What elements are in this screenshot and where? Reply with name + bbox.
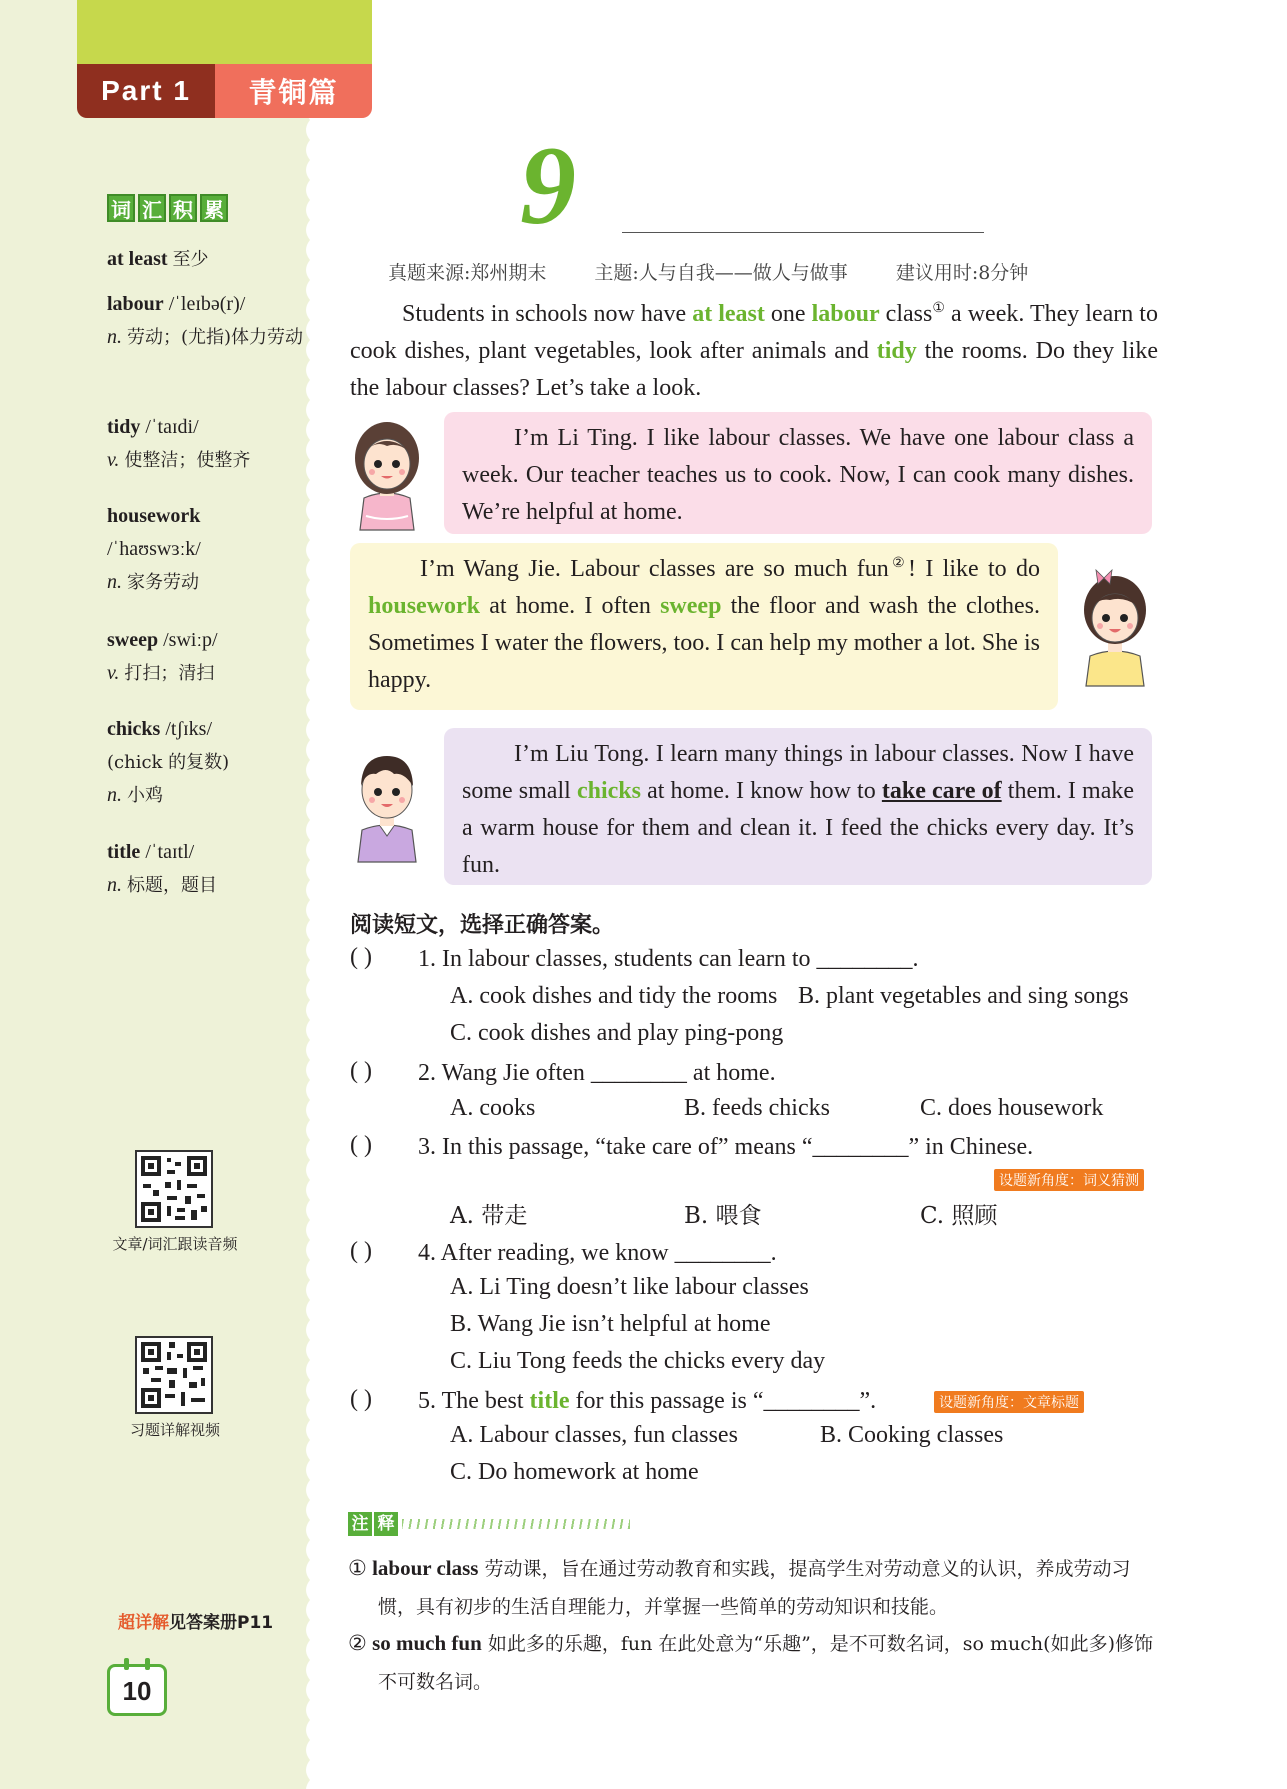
qr-audio-caption: 文章/词汇跟读音频 bbox=[112, 1235, 238, 1253]
question-4: 4. After reading, we know ________. bbox=[418, 1240, 777, 1266]
qr-code-icon bbox=[137, 1152, 211, 1226]
note-2 bbox=[348, 1625, 1158, 1701]
note-2-number: ② bbox=[348, 1631, 367, 1655]
answer-blank-5[interactable]: ( ) bbox=[350, 1386, 372, 1412]
vocab-pos: n. bbox=[107, 784, 122, 806]
answer-ref-page: P11 bbox=[237, 1613, 274, 1633]
vocab-meaning: 使整洁；使整齐 bbox=[124, 450, 251, 471]
question-1: 1. In labour classes, students can learn to ________. bbox=[418, 946, 919, 972]
vocab-heading-char: 累 bbox=[200, 194, 228, 222]
vocab-meaning: 打扫；清扫 bbox=[124, 663, 215, 684]
qr-code-icon bbox=[137, 1338, 211, 1412]
answer-ref-text: 见答案册 bbox=[169, 1613, 237, 1633]
li-ting-speech-bubble bbox=[444, 412, 1152, 534]
wang-jie-girl-illustration bbox=[1074, 566, 1156, 690]
note-1 bbox=[348, 1550, 1158, 1626]
notes-heading-char: 释 bbox=[374, 1512, 398, 1536]
q5-angle-tag: 设题新角度：文章标题 bbox=[934, 1391, 1084, 1413]
keyword-chicks: chicks bbox=[576, 778, 641, 804]
unit-time: 建议用时:8分钟 bbox=[895, 262, 1029, 284]
keyword-housework: housework bbox=[368, 593, 481, 619]
li-ting-text: I’m Li Ting. I like labour classes. We have one labour class a week. Our teacher teaches us to cook. Now, I can cook many dishes. We’re helpful at home. bbox=[462, 425, 1134, 525]
vocab-note: (chick 的复数) bbox=[107, 752, 230, 773]
part-label: Part 1 bbox=[77, 64, 215, 118]
vocab-word: sweep bbox=[107, 629, 159, 651]
note-2-term: so much fun bbox=[372, 1631, 482, 1655]
qr-video-caption: 习题详解视频 bbox=[129, 1421, 220, 1439]
unit-meta bbox=[388, 258, 1076, 285]
q3-option-a: A. 带走 bbox=[450, 1203, 528, 1229]
vocab-heading bbox=[107, 194, 228, 222]
q3-angle-tag: 设题新角度：词义猜测 bbox=[994, 1169, 1144, 1191]
questions-heading: 阅读短文，选择正确答案。 bbox=[350, 913, 615, 938]
vocab-word: at least bbox=[107, 248, 168, 270]
keyword-title: title bbox=[529, 1388, 570, 1414]
vocab-entry-title bbox=[107, 836, 307, 902]
note-1-text: 劳动课，旨在通过劳动教育和实践，提高学生对劳动意义的认识，养成劳动习惯，具有初步的生活自理能力，并掌握一些简单的劳动知识和技能。 bbox=[378, 1558, 1131, 1618]
vocab-entry-sweep bbox=[107, 624, 307, 690]
title-blank-line bbox=[622, 232, 984, 233]
answer-ref-highlight: 超详解 bbox=[118, 1613, 169, 1633]
vocab-pos: n. bbox=[107, 571, 122, 593]
question-5: 5. The best title for this passage is “________”. bbox=[418, 1388, 877, 1414]
liu-tong-text: I’m Liu Tong. I learn many things in labour classes. Now I have some small chicks at home. I know how to take care of them. I make a warm house for them and clean it. I feed the chicks every day. It’s fun. bbox=[462, 741, 1135, 878]
part-tab bbox=[77, 64, 372, 118]
li-ting-girl-illustration bbox=[346, 412, 428, 534]
liu-tong-speech-bubble bbox=[444, 728, 1152, 885]
answer-blank-2[interactable]: ( ) bbox=[350, 1058, 372, 1084]
vocab-phonetic: /ˈhaʊswɜːk/ bbox=[107, 538, 201, 560]
q5-option-c: C. Do homework at home bbox=[450, 1459, 699, 1485]
vocab-heading-char: 词 bbox=[107, 194, 135, 222]
q4-option-a: A. Li Ting doesn’t like labour classes bbox=[450, 1274, 809, 1300]
q2-option-c: C. does housework bbox=[920, 1095, 1104, 1121]
note-1-term: labour class bbox=[372, 1556, 479, 1580]
keyword-labour: labour bbox=[811, 301, 880, 327]
wang-jie-speech-bubble bbox=[350, 543, 1058, 710]
q3-option-b: B. 喂食 bbox=[684, 1203, 762, 1229]
vocab-phonetic: /ˈleɪbə(r)/ bbox=[168, 293, 246, 315]
notes-divider bbox=[402, 1519, 630, 1529]
q1-option-a: A. cook dishes and tidy the rooms bbox=[450, 983, 778, 1009]
vocab-meaning: 劳动；(尤指)体力劳动 bbox=[127, 327, 304, 348]
vocab-entry-at-least bbox=[107, 243, 307, 276]
unit-theme: 主题:人与自我——做人与做事 bbox=[594, 262, 848, 284]
q2-option-b: B. feeds chicks bbox=[684, 1095, 830, 1121]
keyword-at-least: at least bbox=[692, 301, 765, 327]
page-number: 10 bbox=[107, 1664, 167, 1716]
answer-blank-3[interactable]: ( ) bbox=[350, 1132, 372, 1158]
keyword-sweep: sweep bbox=[660, 593, 722, 619]
question-3: 3. In this passage, “take care of” means “________” in Chinese. bbox=[418, 1134, 1034, 1160]
liu-tong-boy-illustration bbox=[346, 742, 428, 866]
q3-option-c: C. 照顾 bbox=[920, 1203, 998, 1229]
q4-option-c: C. Liu Tong feeds the chicks every day bbox=[450, 1348, 826, 1374]
vocab-phonetic: /ˈtaɪtl/ bbox=[145, 841, 195, 863]
question-2: 2. Wang Jie often ________ at home. bbox=[418, 1060, 776, 1086]
notes-heading bbox=[348, 1512, 630, 1536]
answer-blank-1[interactable]: ( ) bbox=[350, 944, 372, 970]
vocab-heading-char: 积 bbox=[169, 194, 197, 222]
q4-option-b: B. Wang Jie isn’t helpful at home bbox=[450, 1311, 771, 1337]
vocab-entry-labour bbox=[107, 288, 307, 354]
q1-option-c: C. cook dishes and play ping-pong bbox=[450, 1020, 784, 1046]
keyword-take-care-of: take care of bbox=[881, 778, 1002, 804]
q5-option-a: A. Labour classes, fun classes bbox=[450, 1422, 738, 1448]
vocab-word: housework bbox=[107, 505, 201, 527]
vocab-phonetic: /ˈtaɪdi/ bbox=[145, 416, 199, 438]
unit-source: 真题来源:郑州期末 bbox=[388, 262, 547, 284]
keyword-tidy: tidy bbox=[876, 338, 917, 364]
q2-option-a: A. cooks bbox=[450, 1095, 536, 1121]
vocab-meaning: 家务劳动 bbox=[127, 572, 199, 593]
vocab-pos: v. bbox=[107, 449, 120, 471]
q5-option-b: B. Cooking classes bbox=[820, 1422, 1004, 1448]
footnote-ref-2: ② bbox=[888, 556, 909, 571]
unit-number: 9 bbox=[520, 124, 576, 248]
wang-jie-text: I’m Wang Jie. Labour classes are so much fun②! I like to do housework at home. I often sweep the floor and wash the clothes. Sometimes I water the flowers, too. I can help my mother a lot. She is happy. bbox=[368, 556, 1041, 693]
answer-blank-4[interactable]: ( ) bbox=[350, 1238, 372, 1264]
vocab-meaning: 标题，题目 bbox=[127, 875, 217, 896]
q1-option-b: B. plant vegetables and sing songs bbox=[798, 983, 1129, 1009]
qr-code-audio[interactable] bbox=[135, 1150, 213, 1228]
level-label: 青铜篇 bbox=[215, 64, 372, 118]
vocab-word: tidy bbox=[107, 416, 141, 438]
vocab-entry-housework bbox=[107, 500, 307, 599]
vocab-meaning: 至少 bbox=[172, 249, 209, 270]
note-1-number: ① bbox=[348, 1556, 367, 1580]
vocab-heading-char: 汇 bbox=[138, 194, 166, 222]
header-tab-accent bbox=[77, 0, 372, 64]
notes-heading-char: 注 bbox=[348, 1512, 372, 1536]
vocab-phonetic: /tʃɪks/ bbox=[165, 718, 213, 740]
footnote-ref-1: ① bbox=[932, 301, 945, 316]
vocab-word: title bbox=[107, 841, 141, 863]
vocab-entry-chicks bbox=[107, 713, 307, 812]
vocab-entry-tidy bbox=[107, 411, 307, 477]
vocab-word: labour bbox=[107, 293, 164, 315]
vocab-word: chicks bbox=[107, 718, 161, 740]
vocab-meaning: 小鸡 bbox=[127, 785, 163, 806]
answer-reference bbox=[118, 1608, 273, 1633]
vocab-pos: n. bbox=[107, 326, 122, 348]
qr-code-video[interactable] bbox=[135, 1336, 213, 1414]
note-2-text: 如此多的乐趣，fun 在此处意为“乐趣”，是不可数名词，so much(如此多)修饰不可数名词。 bbox=[378, 1633, 1153, 1693]
intro-paragraph: Students in schools now have at least one labour class① a week. They learn to cook dishes, plant vegetables, look after animals and tidy the rooms. Do they like the labour classes? Let’s take a look. bbox=[350, 301, 1158, 401]
vocab-pos: n. bbox=[107, 874, 122, 896]
vocab-phonetic: /swiːp/ bbox=[163, 629, 218, 651]
vocab-pos: v. bbox=[107, 662, 120, 684]
